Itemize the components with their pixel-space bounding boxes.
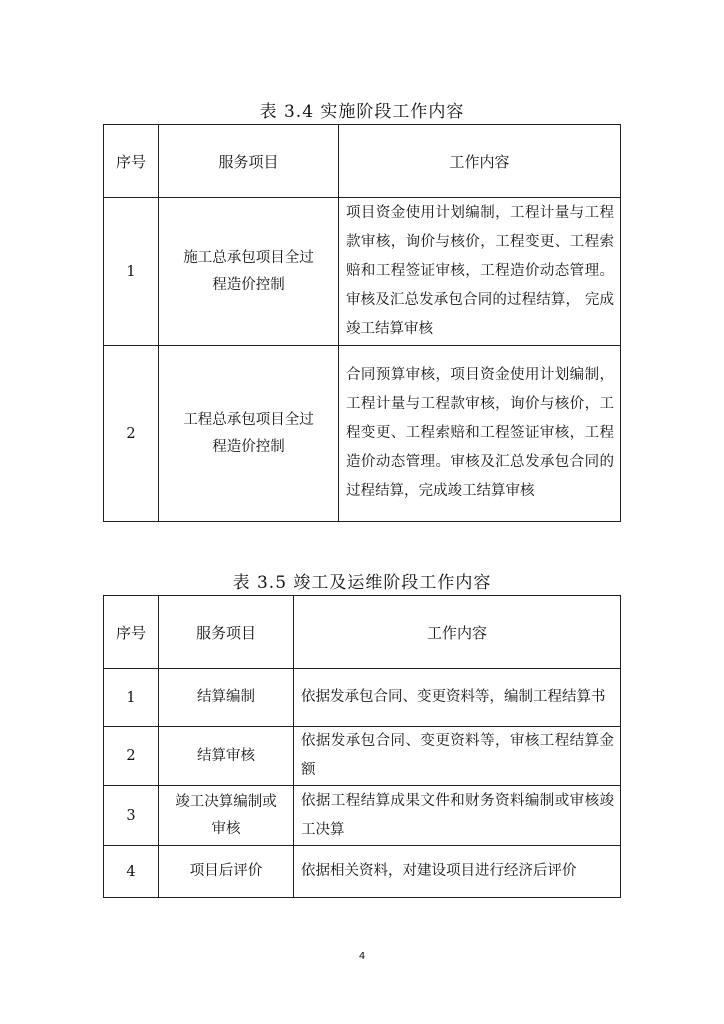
- row-number: 2: [104, 346, 159, 522]
- work-content: 依据发承包合同、变更资料等，编制工程结算书: [294, 669, 621, 727]
- service-item-line: 竣工决算编制或: [175, 793, 277, 810]
- service-item: [159, 727, 294, 786]
- header-seq: 序号: [104, 596, 159, 669]
- service-item-line: 施工总承包项目全过: [183, 249, 314, 266]
- table-3-4: [103, 124, 621, 522]
- work-content: 依据发承包合同、变更资料等，审核工程结算金额: [294, 727, 621, 786]
- header-work-content: 工作内容: [339, 125, 621, 198]
- table-row: [104, 669, 621, 727]
- service-item-line: 工程总承包项目全过: [183, 411, 314, 428]
- work-content: 合同预算审核，项目资金使用计划编制，工程计量与工程款审核，询价与核价，工程变更、工程索赔和工程签证审核，工程造价动态管理。审核及汇总发承包合同的过程结算，完成竣工结算审核: [339, 346, 621, 522]
- service-item-line: 审核: [211, 820, 241, 837]
- table-3-5: [103, 595, 621, 898]
- service-item-line: 程造价控制: [212, 276, 285, 293]
- table-header-row: [104, 596, 621, 669]
- table-row: [104, 786, 621, 846]
- header-work-content: 工作内容: [294, 596, 621, 669]
- header-seq: 序号: [104, 125, 159, 198]
- service-item: [159, 346, 339, 522]
- service-item-line: 结算审核: [197, 747, 255, 764]
- page-number: 4: [358, 951, 366, 962]
- service-item-line: 程造价控制: [212, 438, 285, 455]
- service-item-line: 结算编制: [197, 689, 255, 705]
- header-service-item: 服务项目: [159, 125, 339, 198]
- table-3-4-caption: 表 3.4 实施阶段工作内容: [259, 102, 465, 122]
- work-content: 依据工程结算成果文件和财务资料编制或审核竣工决算: [294, 786, 621, 846]
- table-row: [104, 846, 621, 898]
- service-item-line: 项目后评价: [189, 863, 263, 879]
- row-number: 3: [104, 786, 159, 846]
- row-number: 1: [104, 669, 159, 727]
- table-row: [104, 198, 621, 346]
- service-item: [159, 786, 294, 846]
- row-number: 2: [104, 727, 159, 786]
- table-3-5-caption: 表 3.5 竣工及运维阶段工作内容: [232, 573, 492, 593]
- row-number: 1: [104, 198, 159, 346]
- row-number: 4: [104, 846, 159, 898]
- work-content: 依据相关资料，对建设项目进行经济后评价: [294, 846, 621, 898]
- service-item: [159, 669, 294, 727]
- table-row: [104, 346, 621, 522]
- header-service-item: 服务项目: [159, 596, 294, 669]
- table-header-row: [104, 125, 621, 198]
- service-item: [159, 198, 339, 346]
- work-content: 项目资金使用计划编制，工程计量与工程款审核，询价与核价，工程变更、工程索赔和工程签证审核，工程造价动态管理。审核及汇总发承包合同的过程结算， 完成竣工结算审核: [339, 198, 621, 346]
- table-row: [104, 727, 621, 786]
- service-item: [159, 846, 294, 898]
